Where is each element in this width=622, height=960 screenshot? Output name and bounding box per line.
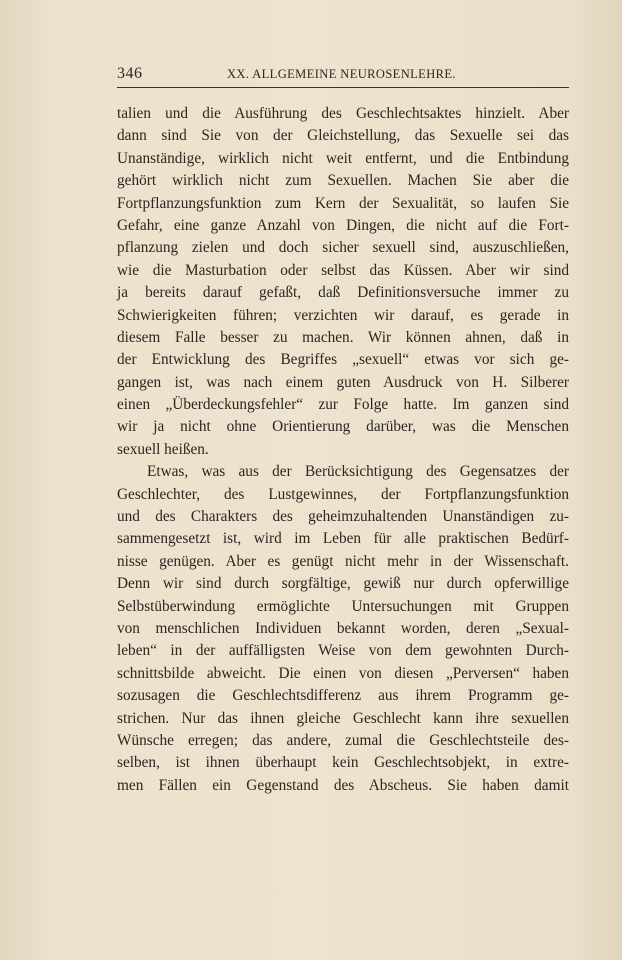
text-line: der Entwicklung des Begriffes „sexuell“ etwas vor sich ge- xyxy=(117,351,569,369)
text-line: Selbstüberwindung ermöglichte Untersuchungen mit Gruppen xyxy=(117,597,569,615)
text-line: ja bereits darauf gefaßt, daß Definitionsversuche immer zu xyxy=(117,284,569,302)
text-line: wie die Masturbation oder selbst das Küssen. Aber wir sind xyxy=(117,261,569,279)
text-line: Etwas, was aus der Berücksichtigung des Gegensatzes der xyxy=(147,463,569,481)
text-line: sammengesetzt ist, wird im Leben für alle praktischen Bedürf- xyxy=(117,530,569,548)
text-line: diesem Falle besser zu machen. Wir können ahnen, daß in xyxy=(117,328,569,346)
text-line: einen „Überdeckungsfehler“ zur Folge hatte. Im ganzen sind xyxy=(117,396,569,414)
paragraph-2 xyxy=(117,461,569,797)
text-line: sexuell heißen. xyxy=(117,440,209,458)
text-line: pflanzung zielen und doch sicher sexuell sind, auszuschließen, xyxy=(117,239,569,257)
running-head: XX. ALLGEMEINE NEUROSENLEHRE. xyxy=(227,67,456,81)
text-line: gehört wirklich nicht zum Sexuellen. Machen Sie aber die xyxy=(117,172,569,190)
header-rule xyxy=(117,87,569,88)
text-line: Unanständige, wirklich nicht weit entfernt, und die Entbindung xyxy=(117,149,569,167)
text-line: leben“ in der auffälligsten Weise von dem gewohnten Durch- xyxy=(117,642,569,660)
text-line: strichen. Nur das ihnen gleiche Geschlecht kann ihre sexuellen xyxy=(117,709,569,727)
text-line: nisse genügen. Aber es genügt nicht mehr in der Wissenschaft. xyxy=(117,552,569,570)
text-line: men Fällen ein Gegenstand des Abscheus. Sie haben damit xyxy=(117,776,569,794)
text-line: Schwierigkeiten führen; verzichten wir darauf, es gerade in xyxy=(117,306,569,324)
text-line: Gefahr, eine ganze Anzahl von Dingen, die nicht auf die Fort- xyxy=(117,216,569,234)
text-line: Geschlechter, des Lustgewinnes, der Fortpflanzungsfunktion xyxy=(117,485,569,503)
text-line: dann sind Sie von der Gleichstellung, das Sexuelle sei das xyxy=(117,127,569,145)
body-text xyxy=(117,103,569,797)
text-line: Fortpflanzungsfunktion zum Kern der Sexualität, so laufen Sie xyxy=(117,194,569,212)
text-line: talien und die Ausführung des Geschlechtsaktes hinzielt. Aber xyxy=(117,105,569,122)
page-number: 346 xyxy=(117,65,143,82)
paragraph-1 xyxy=(117,103,569,461)
text-line: selben, ist ihnen überhaupt kein Geschlechtsobjekt, in extre- xyxy=(117,754,569,772)
text-line: gangen ist, was nach einem guten Ausdruck von H. Silberer xyxy=(117,373,569,391)
text-line: wir ja nicht ohne Orientierung darüber, was die Menschen xyxy=(117,418,569,436)
page-header xyxy=(117,63,569,87)
text-line: Wünsche erregen; das andere, zumal die Geschlechtsteile des- xyxy=(117,731,569,749)
text-line: und des Charakters des geheimzuhaltenden Unanständigen zu- xyxy=(117,508,569,526)
text-line: schnittsbilde abweicht. Die einen von diesen „Perversen“ haben xyxy=(117,664,569,682)
text-line: sozusagen die Geschlechtsdifferenz aus ihrem Programm ge- xyxy=(117,687,569,705)
text-line: Denn wir sind durch sorgfältige, gewiß nur durch opferwillige xyxy=(117,575,569,593)
text-line: von menschlichen Individuen bekannt worden, deren „Sexual- xyxy=(117,619,569,637)
